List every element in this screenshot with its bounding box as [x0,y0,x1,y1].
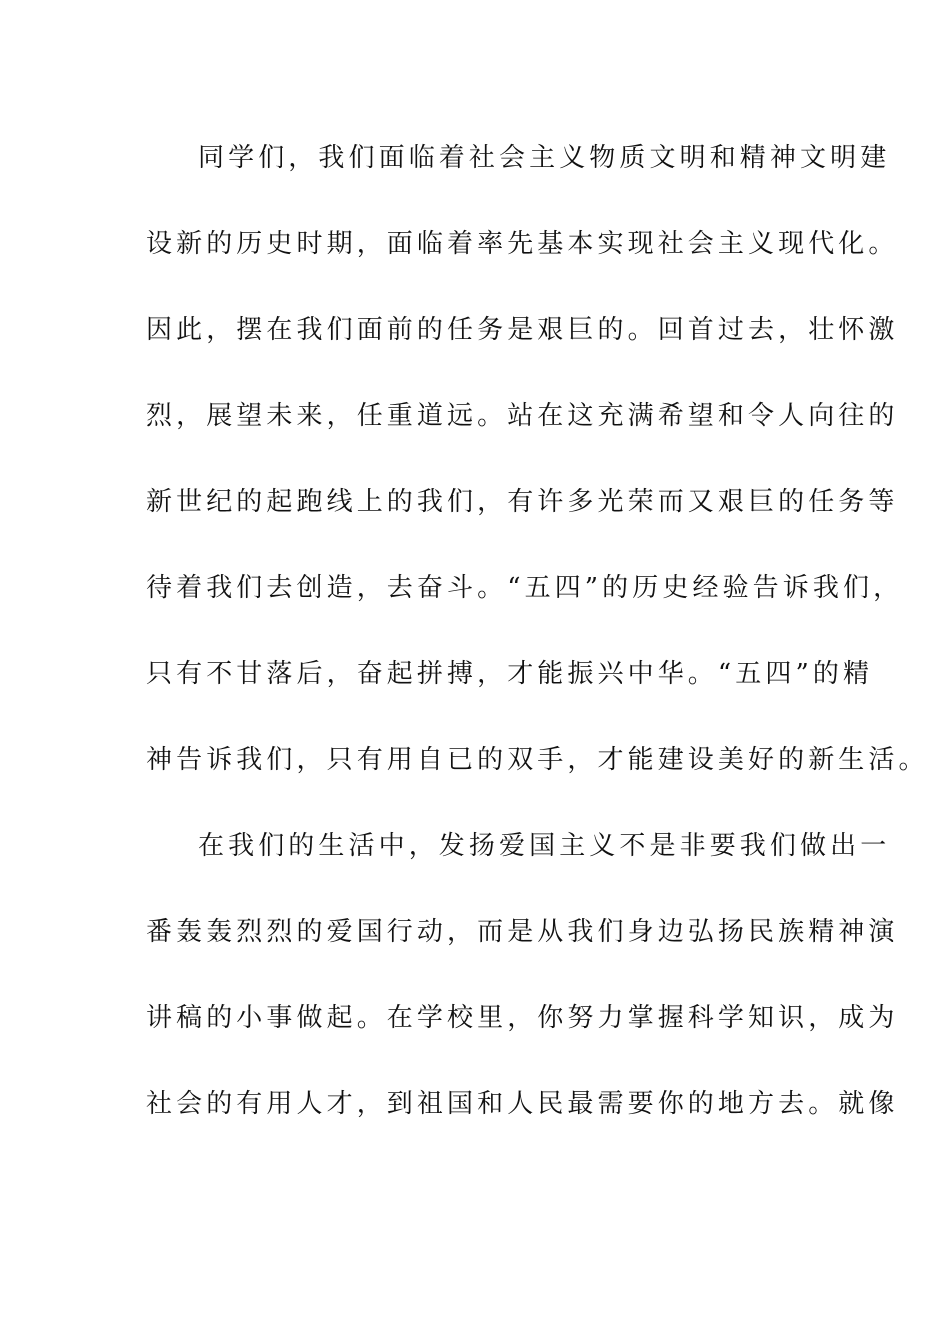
text-line: 设新的历史时期，面临着率先基本实现社会主义现代化。 [146,229,899,259]
text-line: 神告诉我们，只有用自已的双手，才能建设美好的新生活。 [146,745,929,775]
text-line: 烈，展望未来，任重道远。站在这充满希望和令人向往的 [146,401,899,431]
text-line: 社会的有用人才，到祖国和人民最需要你的地方去。就像 [146,1089,899,1119]
text-line: 在我们的生活中，发扬爱国主义不是非要我们做出一 [198,831,891,861]
text-line: 番轰轰烈烈的爱国行动，而是从我们身边弘扬民族精神演 [146,917,899,947]
text-line: 只有不甘落后，奋起拼搏，才能振兴中华。“五四”的精 [146,659,874,689]
text-line: 因此，摆在我们面前的任务是艰巨的。回首过去，壮怀激 [146,315,899,345]
text-line: 待着我们去创造，去奋斗。“五四”的历史经验告诉我们， [146,573,904,603]
text-line: 新世纪的起跑线上的我们，有许多光荣而又艰巨的任务等 [146,487,899,517]
text-line: 讲稿的小事做起。在学校里，你努力掌握科学知识，成为 [146,1003,899,1033]
text-line: 同学们，我们面临着社会主义物质文明和精神文明建 [198,143,891,173]
